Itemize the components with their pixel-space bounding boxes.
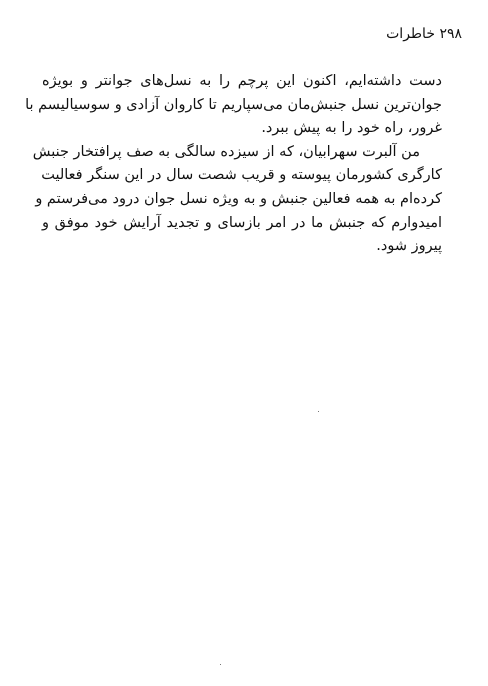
text-line: امیدوارم که جنبش ما در امر بازسای و تجدید آرایش خود موفق و <box>42 214 442 231</box>
page-number: ۲۹۸ <box>439 26 462 42</box>
text-line: غرور، راه خود را به پیش ببرد. <box>261 120 442 137</box>
scan-speck <box>318 411 319 412</box>
scan-speck <box>220 664 221 665</box>
paragraph-2 <box>32 141 442 259</box>
page-header <box>26 26 462 48</box>
text-line: کرده‌ام به همه فعالین جنبش و به ویژه نسل جوان درود می‌فرستم و <box>35 190 442 207</box>
paragraph-1 <box>25 70 442 141</box>
text-line: پیروز شود. <box>376 238 442 255</box>
text-line: من آلبرت سهرابیان، که از سیزده سالگی به صف پرافتخار جنبش <box>32 143 420 160</box>
text-line: دست داشته‌ایم، اکنون این پرچم را به نسل‌های جوانتر و بویژه <box>42 73 442 89</box>
running-title: خاطرات <box>386 26 435 42</box>
text-line: کارگری کشورمان پیوسته و قریب شصت سال در این سنگر فعالیت <box>41 167 442 184</box>
text-line: جوان‌ترین نسل جنبش‌مان می‌سپاریم تا کاروان آزادی و سوسیالیسم با <box>25 96 442 113</box>
body-text <box>25 70 442 259</box>
